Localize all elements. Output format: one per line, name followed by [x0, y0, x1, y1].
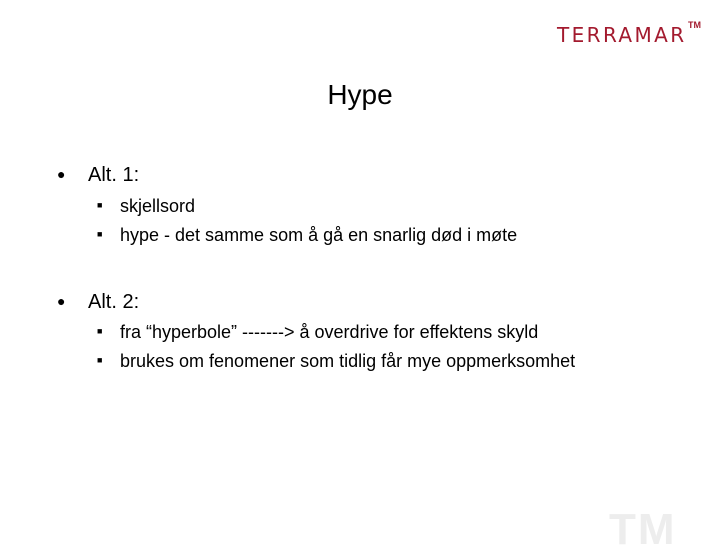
bullet-icon: ■ [97, 200, 103, 211]
list-item [97, 350, 575, 373]
trademark-watermark: TM [609, 505, 677, 554]
bullet-icon: ■ [97, 326, 103, 337]
list-item-text: hype - det samme som å gå en snarlig død i møte [120, 225, 518, 245]
brand-logo-text: TERRAMAR [557, 23, 687, 47]
section-label: Alt. 2: [88, 291, 140, 313]
list-item [97, 224, 517, 247]
slide-title: Hype [327, 79, 393, 110]
section-label: Alt. 1: [88, 164, 140, 186]
trademark-symbol: TM [688, 20, 701, 30]
bullet-icon: ● [57, 292, 66, 309]
list-item [97, 195, 195, 218]
list-item-text: skjellsord [120, 196, 196, 216]
list-item [97, 321, 538, 344]
section-alt-2 [57, 290, 139, 315]
list-item-text: brukes om fenomener som tidlig får mye oppmerksomhet [120, 351, 576, 371]
bullet-icon: ■ [97, 355, 103, 366]
brand-logo [557, 22, 687, 48]
section-alt-1 [57, 163, 139, 188]
bullet-icon: ● [57, 165, 66, 182]
bullet-icon: ■ [97, 229, 103, 240]
list-item-text: fra “hyperbole” -------> å overdrive for effektens skyld [120, 322, 539, 342]
